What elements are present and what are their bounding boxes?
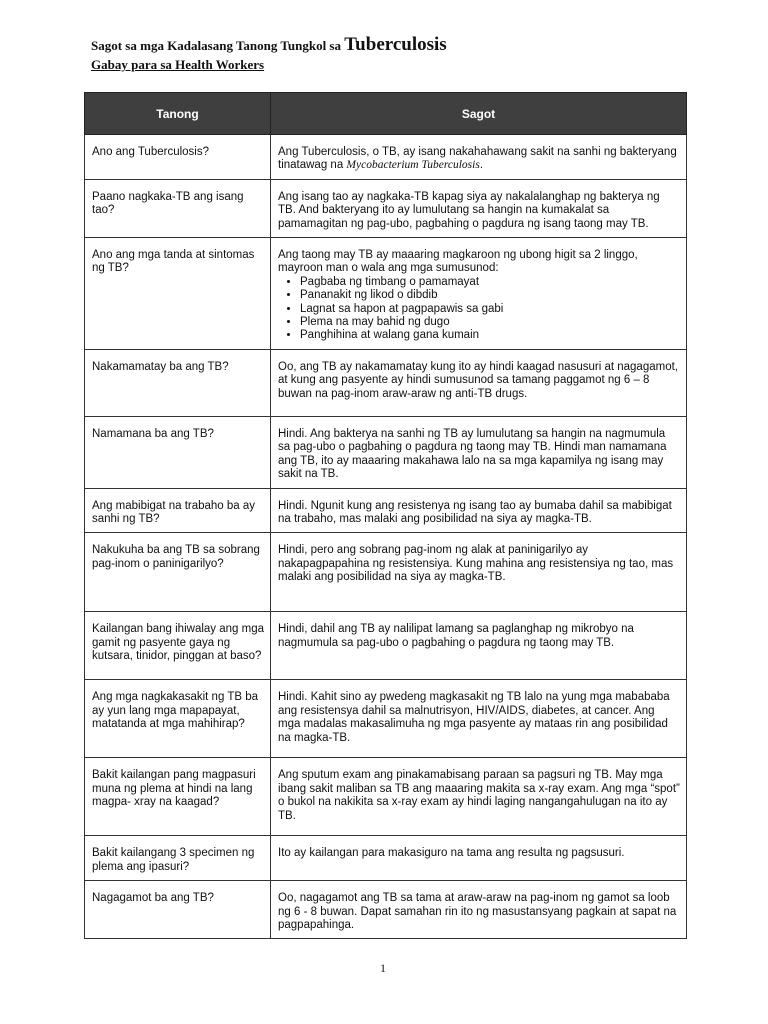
- answer-text: Ang taong may TB ay maaaring magkaroon ng ubong higit sa 2 linggo, mayroon man o wala ang mga sumusunod:: [278, 249, 638, 275]
- answer-text: Ang Tuberculosis, o TB, ay isang nakahahawang sakit na sanhi ng bakteryang tinatawag na: [278, 146, 677, 172]
- question-cell: Ano ang Tuberculosis?: [85, 135, 271, 180]
- list-item: • Lagnat sa hapon at pagpapawis sa gabi: [300, 303, 680, 316]
- document-heading: [91, 34, 447, 73]
- faq-table: [84, 92, 687, 939]
- answer-text: Hindi, pero ang sobrang pag-inom ng alak at paninigarilyo ay nakapagpapahina ng resistensiya. Kung mahina ang resistensiya ng tao, mas malaki ang posibilidad na siya ay magka-TB.: [278, 544, 674, 584]
- answer-text: Hindi. Kahit sino ay pwedeng magkasakit ng TB lalo na yung mga mabababa ang resistensya dahil sa malnutrisyon, HIV/AIDS, diabetes, at cancer. Ang mga madalas makasalimuha ng mga pasyente ay mataas rin ang posibilidad na magka-TB.: [278, 691, 670, 744]
- table-row: [85, 488, 687, 533]
- question-cell: Ano ang mga tanda at sintomas ng TB?: [85, 238, 271, 350]
- question-cell: Bakit kailangan pang magpasuri muna ng plema at hindi na lang magpa- xray na kaagad?: [85, 758, 271, 836]
- title-text: Sagot sa mga Kadalasang Tanong Tungkol sa: [91, 38, 345, 53]
- question-cell: Bakit kailangang 3 specimen ng plema ang ipasuri?: [85, 836, 271, 881]
- answer-cell: [271, 612, 687, 680]
- symptom-list: [278, 276, 680, 343]
- question-cell: Kailangan bang ihiwalay ang mga gamit ng pasyente gaya ng kutsara, tinidor, pinggan at baso?: [85, 612, 271, 680]
- answer-cell: [271, 758, 687, 836]
- list-item: • Pagbaba ng timbang o pamamayat: [300, 276, 680, 289]
- answer-cell: [271, 836, 687, 881]
- answer-text: Hindi. Ang bakterya na sanhi ng TB ay lumulutang sa hangin na nagmumula sa pag-ubo o pagbahing o pagdura ng taong may TB. Hindi man namamana ang TB, ito ay maaaring makahawa lalo na sa mga kapamilya ng isang may sakit na TB.: [278, 427, 667, 481]
- question-cell: Nakukuha ba ang TB sa sobrang pag-inom o paninigarilyo?: [85, 533, 271, 612]
- title-keyword: Tuberculosis: [344, 34, 447, 55]
- answer-text-end: .: [479, 159, 484, 172]
- table-row: [85, 238, 687, 350]
- table-row: [85, 179, 687, 237]
- column-header-answer: Sagot: [271, 93, 687, 135]
- question-cell: Ang mga nagkakasakit ng TB ba ay yun lang mga mapapayat, matatanda at mga mahihirap?: [85, 680, 271, 758]
- document-title: [91, 34, 447, 56]
- answer-cell: [271, 680, 687, 758]
- question-cell: Nakamamatay ba ang TB?: [85, 349, 271, 416]
- answer-cell: [271, 179, 687, 237]
- column-header-question: Tanong: [85, 93, 271, 135]
- question-cell: Nagagamot ba ang TB?: [85, 881, 271, 939]
- page-number: 1: [380, 961, 386, 975]
- answer-cell: [271, 533, 687, 612]
- table-row: [85, 416, 687, 488]
- answer-text: Hindi. Ngunit kung ang resistenya ng isang tao ay bumaba dahil sa mabibigat na trabaho, mas malaki ang posibilidad na siya ay magka-TB.: [278, 499, 672, 525]
- answer-text: Ito ay kailangan para makasiguro na tama ang resulta ng pagsusuri.: [278, 847, 625, 860]
- answer-text: Hindi, dahil ang TB ay nalilipat lamang sa paglanghap ng mikrobyo na nagmumula sa pag-ubo o pagbahing o pagdura ng taong may TB.: [278, 623, 634, 649]
- table-row: [85, 758, 687, 836]
- list-item: • Panghihina at walang gana kumain: [300, 329, 680, 342]
- table-row: [85, 836, 687, 881]
- answer-cell: [271, 349, 687, 416]
- table-row: [85, 680, 687, 758]
- answer-cell: [271, 416, 687, 488]
- answer-cell: [271, 488, 687, 533]
- answer-text: Oo, nagagamot ang TB sa tama at araw-araw na pag-inom ng gamot sa loob ng 6 - 8 buwan. Dapat samahan rin ito ng masustansyang pagkain at sapat na pagpapahinga.: [278, 892, 677, 931]
- table-row: [85, 349, 687, 416]
- list-item: • Pananakit ng likod o dibdib: [300, 289, 680, 302]
- table-row: [85, 881, 687, 939]
- question-cell: Ang mabibigat na trabaho ba ay sanhi ng TB?: [85, 488, 271, 533]
- question-cell: Namamana ba ang TB?: [85, 416, 271, 488]
- answer-cell: [271, 881, 687, 939]
- list-item: • Plema na may bahid ng dugo: [300, 316, 680, 329]
- answer-text: Oo, ang TB ay nakamamatay kung ito ay hindi kaagad nasusuri at nagagamot, at kung ang pasyente ay hindi sumusunod sa tamang paggamot ng 6 – 8 buwan na pag-inom araw-araw ng anti-TB drugs.: [278, 360, 678, 400]
- table-header-row: [85, 93, 687, 135]
- table-row: [85, 533, 687, 612]
- answer-text: Ang sputum exam ang pinakamabisang paraan sa pagsuri ng TB. May mga ibang sakit maliban sa TB ang maaaring makita sa x-ray exam. Ang mga “spot” o bukol na nakikita sa x-ray exam ay hindi laging nangangahulugan na ito ay TB.: [278, 769, 680, 822]
- question-cell: Paano nagkaka-TB ang isang tao?: [85, 179, 271, 237]
- table-row: [85, 612, 687, 680]
- answer-italic-term: Mycobacterium Tuberculosis: [346, 159, 480, 172]
- table-row: [85, 135, 687, 180]
- answer-cell: [271, 238, 687, 350]
- answer-text: Ang isang tao ay nagkaka-TB kapag siya ay nakalalanghap ng bakterya ng TB. And bakteryang ito ay lumulutang sa hangin na kumakalat sa pamamagitan ng pag-ubo, pagbahing o pagdura ng isang taong may TB.: [278, 190, 660, 230]
- document-subtitle: Gabay para sa Health Workers: [91, 57, 265, 72]
- answer-cell: [271, 135, 687, 180]
